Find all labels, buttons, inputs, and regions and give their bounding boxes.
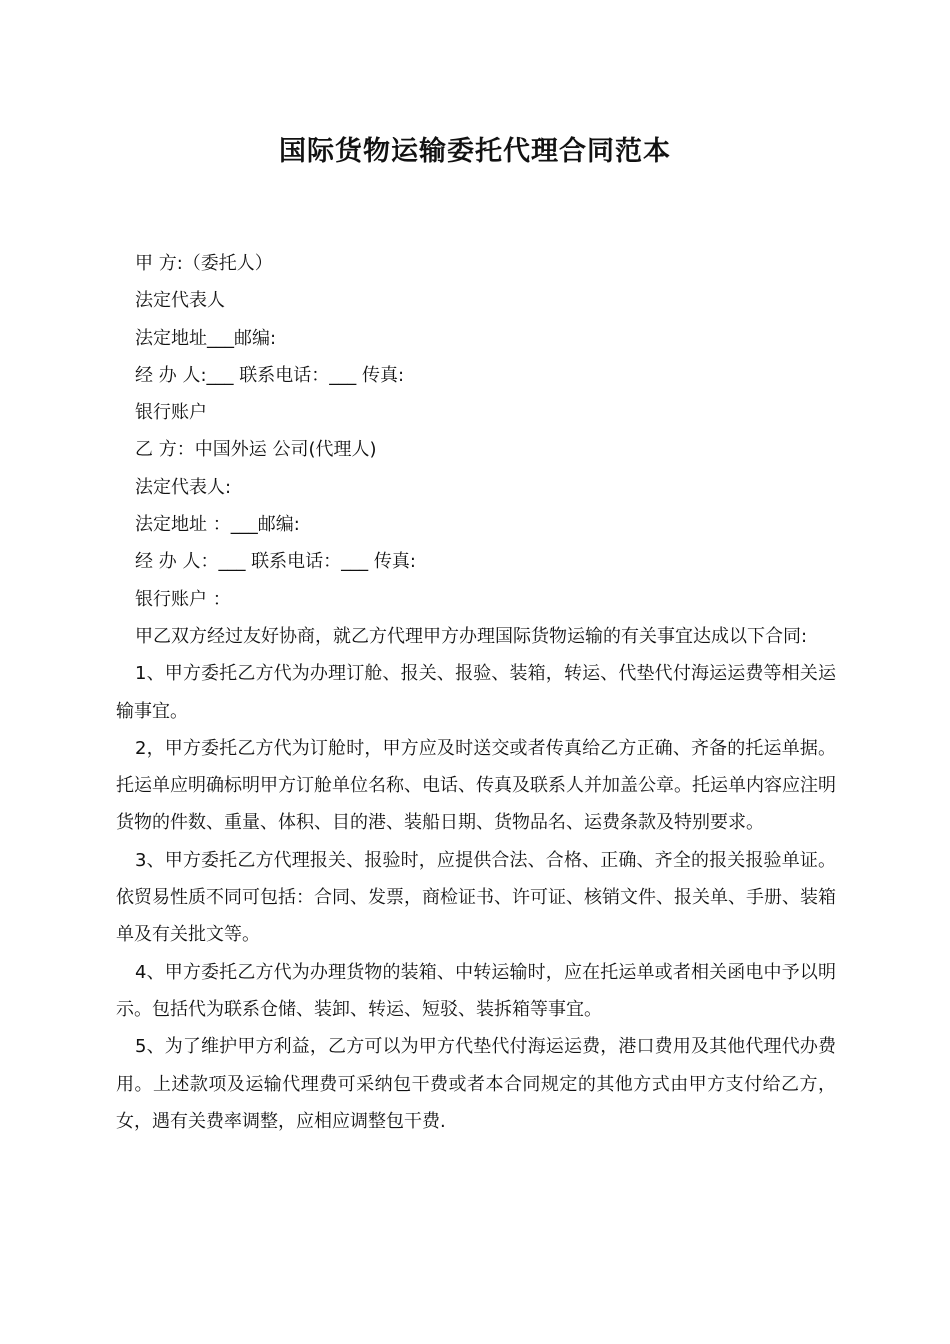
party-b-legal-rep: 法定代表人: (135, 476, 232, 498)
party-b-handler: 经 办 人：___ 联系电话：___ 传真: (135, 551, 416, 573)
clause-1: 1、甲方委托乙方代为办理订舱、报关、报验、装箱，转运、代垫代付海运运费等相关运输事宜。 (116, 663, 836, 722)
party-a-bank: 银行账户 (135, 402, 207, 424)
party-a-handler: 经 办 人:___ 联系电话：___ 传真: (135, 364, 405, 386)
clause-4: 4、甲方委托乙方代为办理货物的装箱、中转运输时，应在托运单或者相关函电中予以明示。包括代为联系仓储、装卸、转运、短驳、装拆箱等事宜。 (116, 961, 836, 1020)
party-b-address: 法定地址 ：___邮编: (135, 514, 300, 536)
party-a-label: 甲 方:（委托人） (135, 253, 273, 274)
clause-2: 2，甲方委托乙方代为订舱时，甲方应及时送交或者传真给乙方正确、齐备的托运单据。托运单应明确标明甲方订舱单位名称、电话、传真及联系人并加盖公章。托运单内容应注明货物的件数、重量、体积、目的港、装船日期、货物品名、运费条款及特别要求。 (116, 737, 836, 834)
party-b-label: 乙 方：中国外运 公司(代理人) (135, 439, 377, 461)
document-title: 国际货物运输委托代理合同范本 (279, 136, 671, 167)
party-a-legal-rep: 法定代表人 (135, 290, 225, 312)
clause-5: 5、为了维护甲方利益，乙方可以为甲方代垫代付海运运费，港口费用及其他代理代办费用。上述款项及运输代理费可采纳包干费或者本合同规定的其他方式由甲方支付给乙方，女，遇有关费率调整，应相应调整包干费. (116, 1036, 836, 1132)
intro-paragraph: 甲乙双方经过友好协商，就乙方代理甲方办理国际货物运输的有关事宜达成以下合同: (135, 625, 808, 647)
party-b-bank: 银行账户 ： (135, 588, 231, 610)
party-a-address: 法定地址___邮编: (135, 327, 277, 349)
document-body (116, 245, 836, 1140)
clause-3: 3、甲方委托乙方代理报关、报验时，应提供合法、合格、正确、齐全的报关报验单证。依贸易性质不同可包括：合同、发票，商检证书、许可证、核销文件、报关单、手册、装箱单及有关批文等。 (116, 849, 836, 946)
